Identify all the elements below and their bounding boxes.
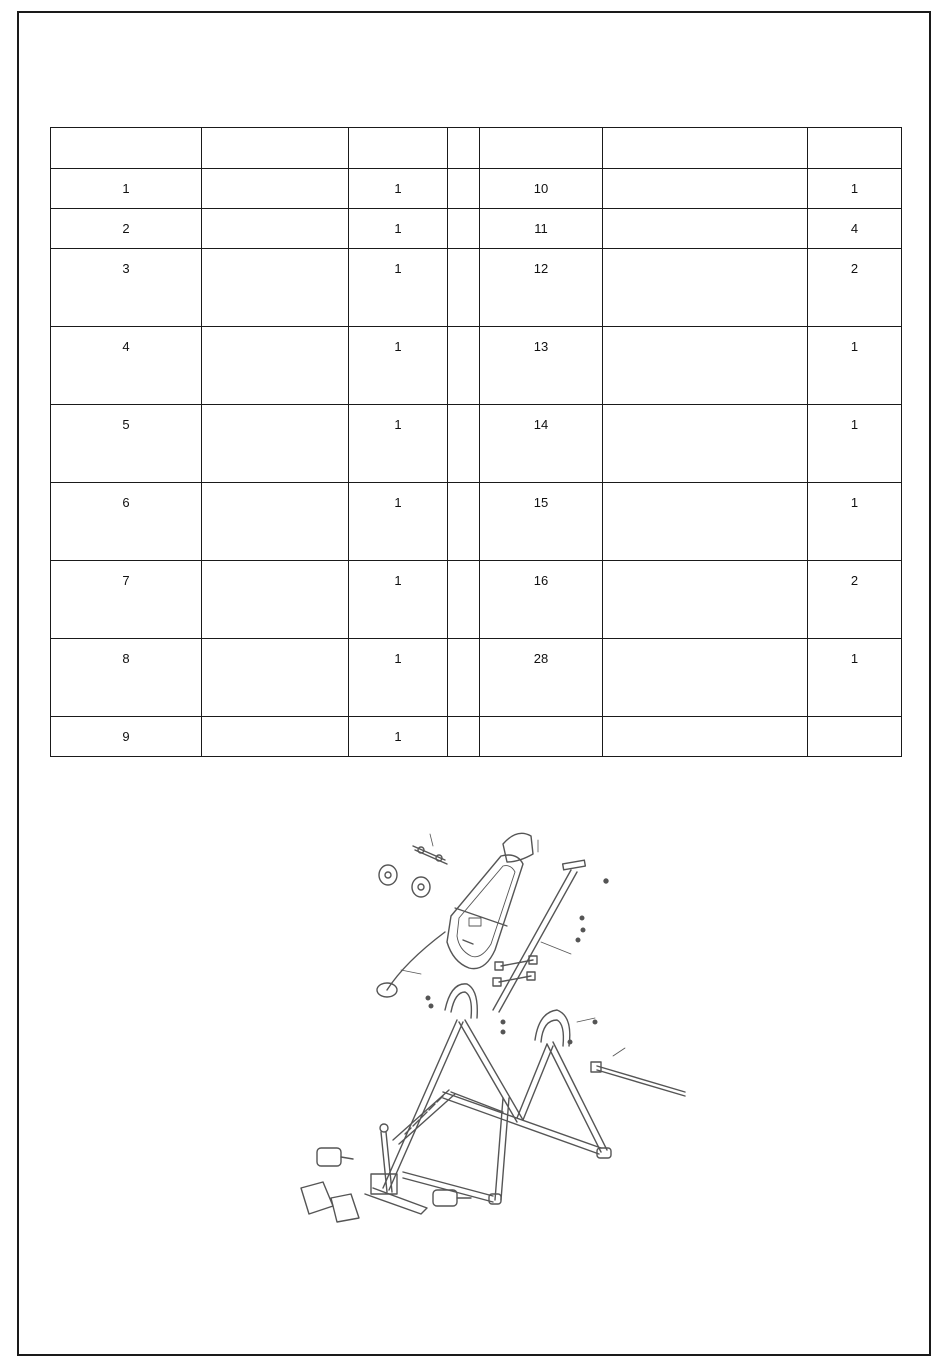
table-row <box>51 717 902 757</box>
main-column-part <box>493 860 585 1012</box>
head-pillow-part <box>503 833 538 862</box>
part-qty: 1 <box>349 561 448 639</box>
part-qty: 1 <box>349 405 448 483</box>
part-number: 28 <box>480 639 603 717</box>
part-name <box>202 405 349 483</box>
part-number <box>480 717 603 757</box>
part-name <box>603 327 808 405</box>
spacer-cell <box>448 483 480 561</box>
part-name <box>603 169 808 209</box>
rear-frame-leg <box>517 1042 611 1158</box>
handle-bar-part <box>413 834 447 864</box>
part-number: 8 <box>51 639 202 717</box>
spacer-cell <box>448 639 480 717</box>
part-name <box>603 639 808 717</box>
header-cell <box>349 128 448 169</box>
part-qty: 2 <box>808 561 902 639</box>
part-number: 5 <box>51 405 202 483</box>
part-name <box>603 483 808 561</box>
part-number: 14 <box>480 405 603 483</box>
part-qty: 1 <box>349 639 448 717</box>
part-number: 4 <box>51 327 202 405</box>
part-qty: 1 <box>349 483 448 561</box>
part-qty: 1 <box>349 249 448 327</box>
parts-list-table <box>50 127 902 757</box>
part-qty: 1 <box>808 483 902 561</box>
part-name <box>202 639 349 717</box>
part-name <box>603 405 808 483</box>
header-cell <box>808 128 902 169</box>
header-cell <box>51 128 202 169</box>
safety-strap-part <box>377 932 445 997</box>
spacer-cell <box>448 128 480 169</box>
part-qty: 1 <box>808 327 902 405</box>
table-row <box>51 327 902 405</box>
height-adjustment-bar <box>393 1090 455 1144</box>
part-name <box>202 483 349 561</box>
part-number: 7 <box>51 561 202 639</box>
part-number: 11 <box>480 209 603 249</box>
part-number: 3 <box>51 249 202 327</box>
part-number: 12 <box>480 249 603 327</box>
part-qty: 1 <box>349 327 448 405</box>
part-name <box>603 561 808 639</box>
part-qty: 1 <box>349 209 448 249</box>
part-name <box>603 209 808 249</box>
spacer-cell <box>448 405 480 483</box>
inversion-table-exploded-diagram <box>295 822 695 1232</box>
part-qty <box>808 717 902 757</box>
part-qty: 1 <box>808 169 902 209</box>
table-row <box>51 405 902 483</box>
table-row <box>51 561 902 639</box>
part-number: 6 <box>51 483 202 561</box>
header-cell <box>603 128 808 169</box>
part-name <box>202 561 349 639</box>
backrest-board-part <box>447 855 523 969</box>
spacer-cell <box>448 169 480 209</box>
part-qty: 1 <box>808 405 902 483</box>
part-qty: 2 <box>808 249 902 327</box>
right-pivot-bracket <box>535 1010 595 1046</box>
part-name <box>603 249 808 327</box>
part-qty: 4 <box>808 209 902 249</box>
table-row <box>51 209 902 249</box>
front-frame-leg <box>383 1020 523 1200</box>
spacer-cell <box>448 327 480 405</box>
part-qty: 1 <box>349 169 448 209</box>
spacer-cell <box>448 249 480 327</box>
part-number: 13 <box>480 327 603 405</box>
part-name <box>202 169 349 209</box>
spacer-cell <box>448 209 480 249</box>
part-number: 1 <box>51 169 202 209</box>
table-row <box>51 169 902 209</box>
part-number: 2 <box>51 209 202 249</box>
table-header-row <box>51 128 902 169</box>
hardware-bolts <box>426 879 608 1044</box>
part-number: 15 <box>480 483 603 561</box>
part-qty: 1 <box>808 639 902 717</box>
part-name <box>202 249 349 327</box>
header-cell <box>480 128 603 169</box>
table-row <box>51 249 902 327</box>
spacer-cell <box>448 717 480 757</box>
leg-extension-tube <box>591 1048 685 1096</box>
table-row <box>51 483 902 561</box>
spacer-cell <box>448 561 480 639</box>
part-name <box>202 327 349 405</box>
foam-roller-discs <box>379 865 430 897</box>
part-name <box>202 209 349 249</box>
part-qty: 1 <box>349 717 448 757</box>
part-number: 16 <box>480 561 603 639</box>
left-pivot-bracket <box>445 984 477 1018</box>
table-row <box>51 639 902 717</box>
part-name <box>202 717 349 757</box>
header-cell <box>202 128 349 169</box>
part-name <box>603 717 808 757</box>
part-number: 9 <box>51 717 202 757</box>
part-number: 10 <box>480 169 603 209</box>
